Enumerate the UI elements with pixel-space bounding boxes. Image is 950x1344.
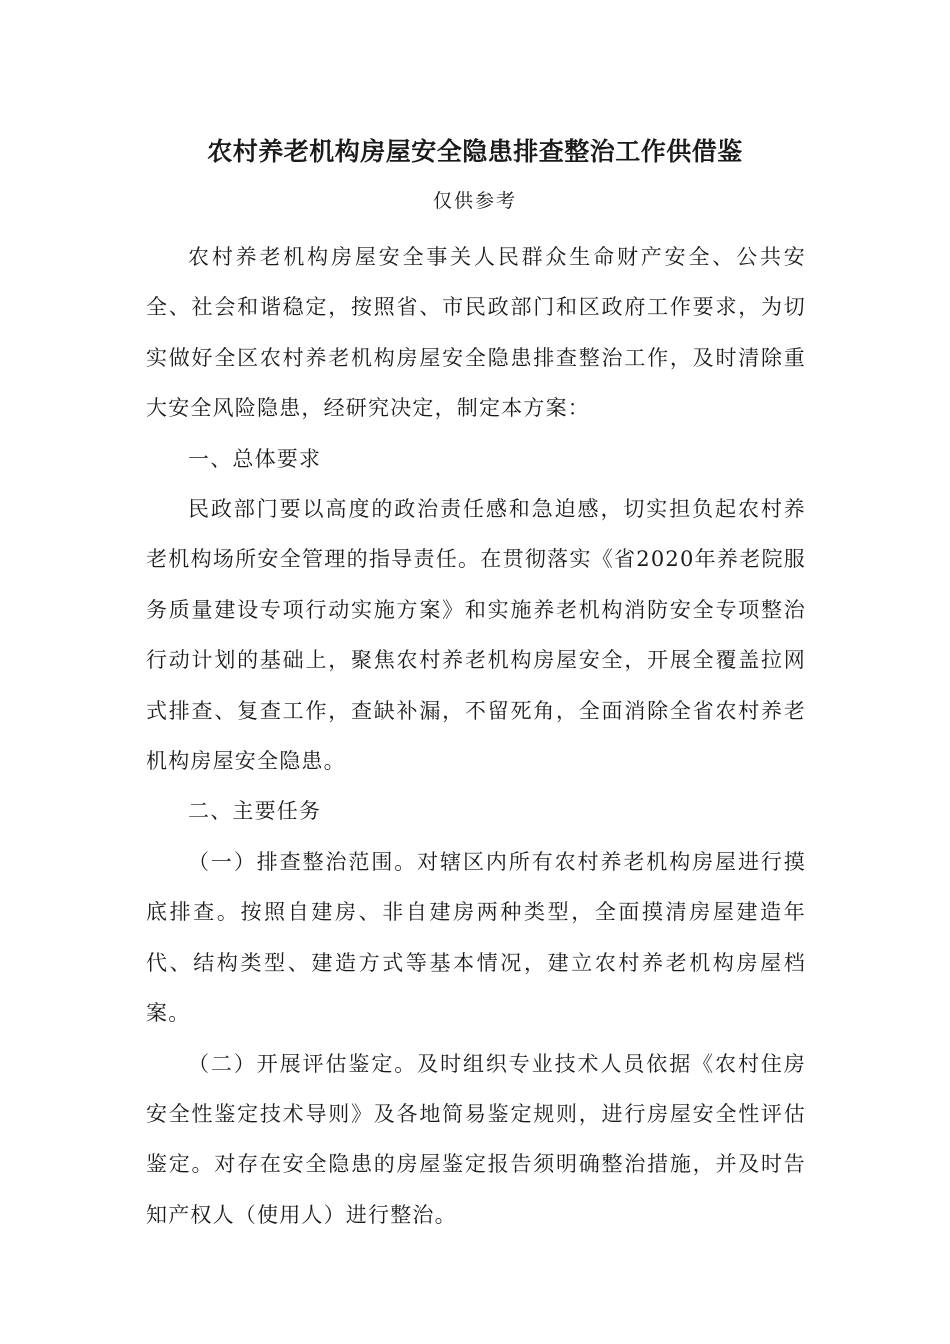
- general-requirements-paragraph: 民政部门要以高度的政治责任感和急迫感，切实担负起农村养老机构场所安全管理的指导责任。在贯彻落实《省2020年养老院服务质量建设专项行动实施方案》和实施养老机构消防安全专项整治行动计划的基础上，聚焦农村养老机构房屋安全，开展全覆盖拉网式排查、复查工作，查缺补漏，不留死角，全面消除全省农村养老机构房屋安全隐患。: [146, 497, 806, 774]
- section-heading-general-requirements: 一、总体要求: [188, 446, 322, 471]
- intro-paragraph: 农村养老机构房屋安全事关人民群众生命财产安全、公共安全、社会和谐稳定，按照省、市民政部门和区政府工作要求，为切实做好全区农村养老机构房屋安全隐患排查整治工作，及时清除重大安全风险隐患，经研究决定，制定本方案：: [146, 245, 806, 421]
- section-heading-main-tasks: 二、主要任务: [188, 799, 322, 824]
- document-body: [146, 232, 806, 1240]
- task-2-paragraph: （二）开展评估鉴定。及时组织专业技术人员依据《农村住房安全性鉴定技术导则》及各地简易鉴定规则，进行房屋安全性评估鉴定。对存在安全隐患的房屋鉴定报告须明确整治措施，并及时告知产权人（使用人）进行整治。: [146, 1051, 806, 1227]
- document-title: 农村养老机构房屋安全隐患排查整治工作供借鉴: [207, 137, 743, 166]
- task-1-paragraph: （一）排查整治范围。对辖区内所有农村养老机构房屋进行摸底排查。按照自建房、非自建房两种类型，全面摸清房屋建造年代、结构类型、建造方式等基本情况，建立农村养老机构房屋档案。: [146, 849, 806, 1026]
- document-subtitle: 仅供参考: [432, 190, 517, 212]
